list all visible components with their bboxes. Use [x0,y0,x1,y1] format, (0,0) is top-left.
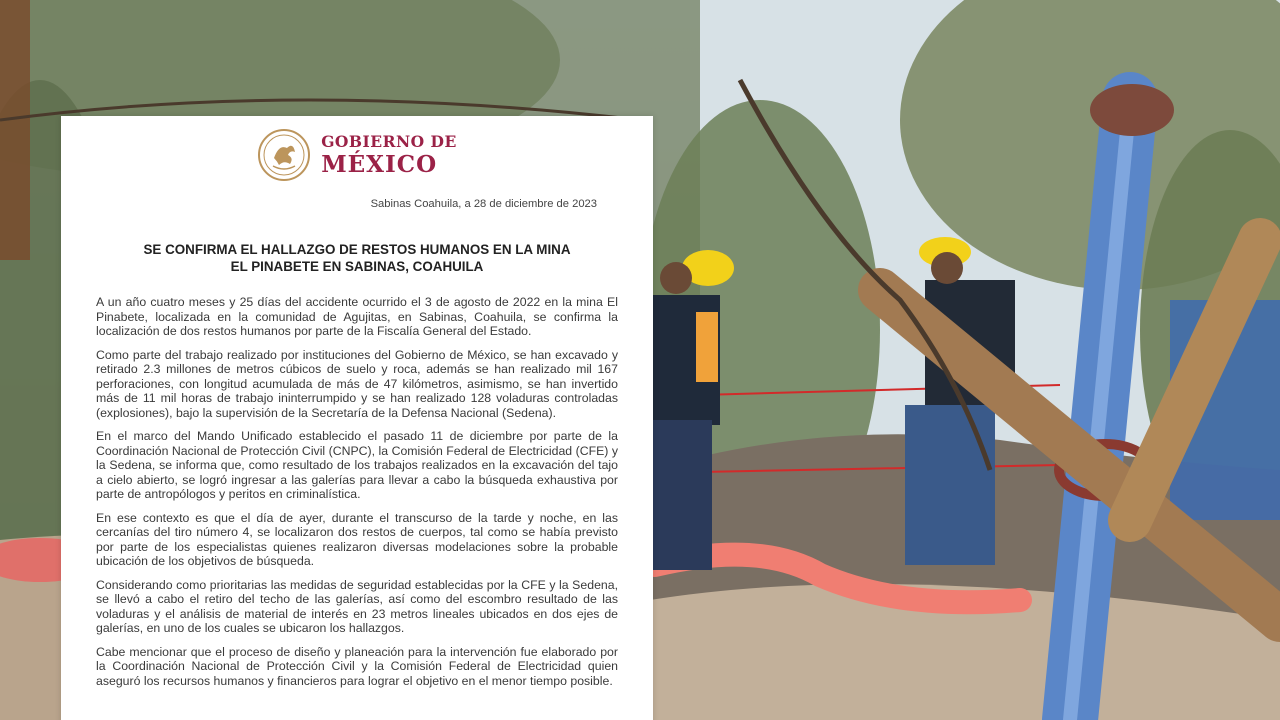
title-line-1: SE CONFIRMA EL HALLAZGO DE RESTOS HUMANOS EN LA MINA [143,242,571,257]
press-release-document [61,116,653,720]
dateline: Sabinas Coahuila, a 28 de diciembre de 2023 [370,198,597,210]
logo-line-1: GOBIERNO DE [321,132,457,152]
logo-line-2: MÉXICO [321,150,438,178]
paragraph: En ese contexto es que el día de ayer, durante el transcurso de la tarde y noche, en las cercanías del tiro número 4, se localizaron dos restos de cuerpos, tal como se había previsto por parte de los especialistas quienes realizaron diversas modelaciones sobre la probable ubicación de los objetivos de búsqueda. [96,510,618,568]
title-line-2: EL PINABETE EN SABINAS, COAHUILA [230,259,484,274]
document-body [96,295,618,688]
paragraph: Cabe mencionar que el proceso de diseño y planeación para la intervención fue elaborado por la Coordinación Nacional de Protección Civil y la Comisión Federal de Electricidad quien aseguró los recursos humanos y financieros para lograr el objetivo en el menor tiempo posible. [96,644,618,688]
paragraph: En el marco del Mando Unificado establecido el pasado 11 de diciembre por parte de la Coordinación Nacional de Protección Civil (CNPC), la Comisión Federal de Electricidad (CFE) y la Sedena, se informa que, como resultado de los trabajos realizados en la excavación del tajo a cielo abierto, se logró ingresar a las galerías para llevar a cabo la búsqueda exhaustiva por parte de antropólogos y peritos en criminalística. [96,429,618,501]
document-header [96,127,618,183]
government-logo-text [321,134,457,176]
document-title [96,241,618,275]
mexico-seal-icon [257,128,311,182]
paragraph: A un año cuatro meses y 25 días del accidente ocurrido el 3 de agosto de 2022 en la mina El Pinabete, localizada en la comunidad de Agujitas, en Sabinas, Coahuila, se confirma la localización de dos restos humanos por parte de la Fiscalía General del Estado. [96,295,618,338]
paragraph: Considerando como prioritarias las medidas de seguridad establecidas por la CFE y la Sedena, se llevó a cabo el retiro del techo de las galerías, así como del escombro resultado de las voladuras y el análisis de material de interés en 23 metros lineales ubicados en dos ejes de galerías, en uno de los cuales se ubicaron los hallazgos. [96,577,618,635]
paragraph: Como parte del trabajo realizado por instituciones del Gobierno de México, se han excavado y retirado 2.3 millones de metros cúbicos de suelo y roca, además se han realizado mil 167 perforaciones, con longitud acumulada de más de 47 kilómetros, asimismo, se han invertido más de 11 mil horas de trabajo ininterrumpido y se han realizado 128 voladuras controladas (explosiones), bajo la supervisión de la Secretaría de la Defensa Nacional (Sedena). [96,347,618,420]
